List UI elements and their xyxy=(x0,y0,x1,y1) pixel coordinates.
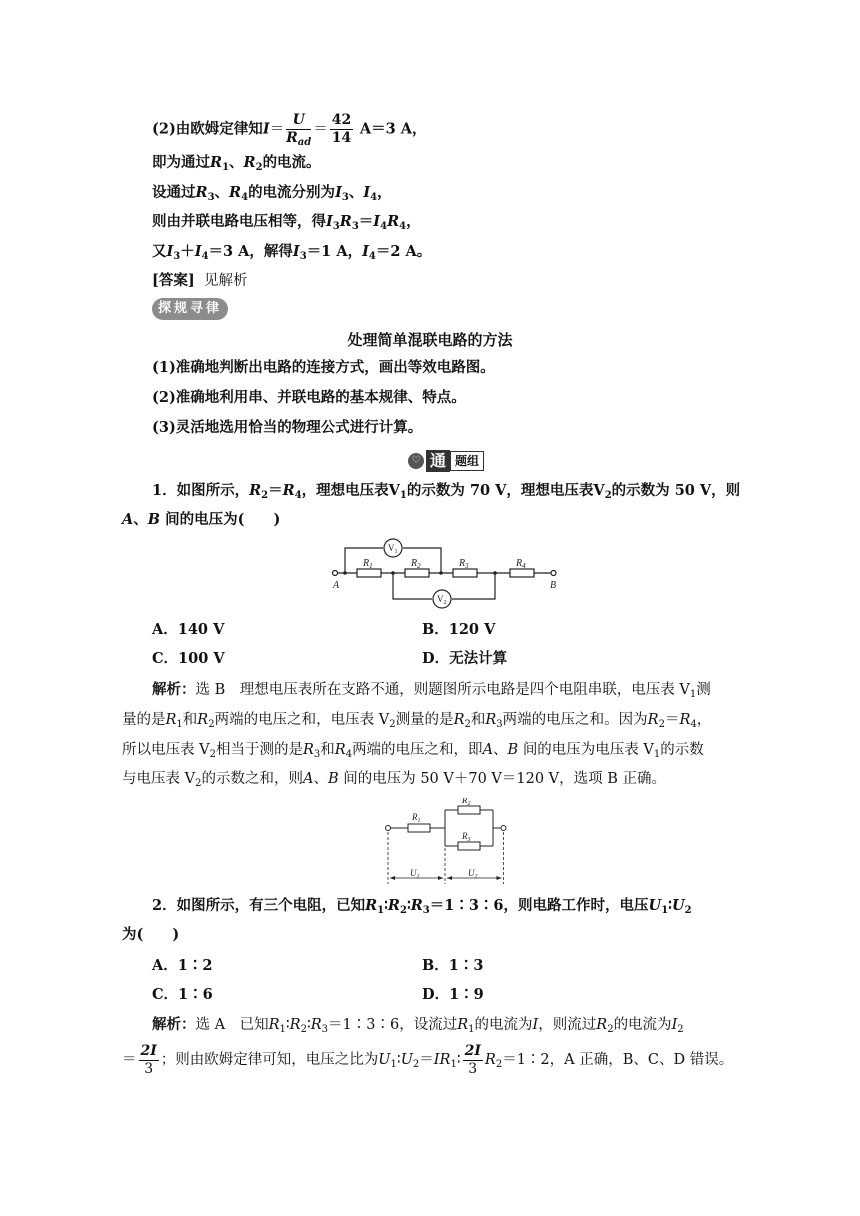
heart-icon: ♡ xyxy=(408,453,424,469)
text: 、 xyxy=(348,184,364,201)
q2-expl-line-2: ＝ $\frac{2I}{3}$ ；则由欧姆定律可知，电压之比为$U_1∶U_2=IR_1∶$ $\frac{2I}{3}$ $R_2=1∶2$，A 正确，B、C、D 错误。 xyxy=(122,1042,734,1077)
fraction-2i-over-3-b xyxy=(463,1043,483,1078)
frac2-den: 14 xyxy=(331,130,352,146)
label-v2: $V_2$ xyxy=(437,594,447,606)
text: 2．如图所示，有三个电阻，已知 xyxy=(152,897,366,914)
text: ＝2 A。 xyxy=(375,243,432,260)
q1-option-d: D．无法计算 xyxy=(422,650,508,667)
fraction-u-over-rad xyxy=(286,112,311,147)
text: ＝1∶3∶6，则电路工作时，电压 xyxy=(429,897,649,914)
resistor-r2 xyxy=(458,806,480,814)
text: 测 xyxy=(696,682,711,698)
text: ，理想电压表 xyxy=(301,482,389,499)
text: 的电流为 xyxy=(474,1017,533,1033)
label-r2: $R_2$ xyxy=(411,558,421,570)
text: 的电流为 xyxy=(613,1017,672,1033)
resistor-r3 xyxy=(453,569,477,577)
q1-expl-line-1: 解析：选 B 理想电压表所在支路不通，则题图所示电路是四个电阻串联，电压表 $V_1$测 xyxy=(152,681,711,700)
text: 相当于测的是 xyxy=(215,742,303,758)
group-label-big: 通 xyxy=(426,450,450,472)
label-r4: $R_4$ xyxy=(516,558,526,570)
frac-den: 3 xyxy=(468,1060,478,1077)
text: ；则由欧姆定律可知，电压之比为 xyxy=(160,1052,379,1068)
frac-den: 3 xyxy=(144,1060,154,1077)
text: 选 B 理想电压表所在支路不通，则题图所示电路是四个电阻串联，电压表 V xyxy=(195,682,690,698)
text: 的电流分别为 xyxy=(248,184,336,201)
text: 和 xyxy=(320,742,335,758)
expl-tag: 解析： xyxy=(152,1016,196,1033)
label-v1: $V_1$ xyxy=(388,543,398,555)
text: 的示数 xyxy=(660,742,704,758)
text: 1．如图所示， xyxy=(152,482,250,499)
text: 两端的电压之和，电压表 V xyxy=(214,712,390,728)
q1-expl-line-2: 量的是$R_1$和$R_2$两端的电压之和，电压表 $V_2$测量的是$R_2$和$R_3$两端的电压之和。因为$R_2=R_4$， xyxy=(122,712,712,730)
frac2-num: 42 xyxy=(331,112,352,128)
text: ＝1 A， xyxy=(306,243,363,260)
text: ， xyxy=(377,184,392,201)
text: 和 xyxy=(182,712,198,728)
text: 间的电压为( ) xyxy=(165,511,281,528)
text: 则由并联电路电压相等，得 xyxy=(152,213,326,230)
text: 和 xyxy=(470,712,486,728)
text: 两端的电压之和，即 xyxy=(352,742,483,758)
resistor-r1 xyxy=(408,824,430,832)
circuit-diagram-1 xyxy=(325,536,570,612)
text: 、 xyxy=(214,184,230,201)
q1-expl-line-4: 与电压表 $V_2$的示数之和，则A、B 间的电压为 50 V＋70 V＝120 V，选项 B 正确。 xyxy=(122,771,667,789)
text: 、 xyxy=(493,742,508,758)
text: 所以电压表 V xyxy=(122,742,210,758)
q1-expl-line-3: 所以电压表 $V_2$相当于测的是$R_3$和$R_4$两端的电压之和，即A、B 间的电压为电压表 $V_1$的示数 xyxy=(122,742,704,760)
text: 选 A 已知 xyxy=(195,1017,269,1033)
text: ＝1∶2，A 正确，B、C、D 错误。 xyxy=(502,1052,734,1068)
text: 、 xyxy=(313,771,328,787)
q2-line-2: 为( ) xyxy=(122,926,180,943)
method-item-3: (3)灵活地选用恰当的物理公式进行计算。 xyxy=(152,419,423,436)
label-r2: $R_2$ xyxy=(462,798,471,807)
q1-option-b: B．120 V xyxy=(422,621,496,638)
frac-num: 2I xyxy=(464,1042,481,1059)
problem-group-label xyxy=(408,450,484,472)
label-r3: $R_3$ xyxy=(459,558,469,570)
text: 、 xyxy=(229,154,244,171)
frac-den-sub: ad xyxy=(297,137,312,148)
part2-line-2: 即为通过$R_1$、$R_2$的电流。 xyxy=(152,154,321,173)
text: 设通过 xyxy=(152,184,196,201)
q1-option-a: A．140 V xyxy=(152,621,225,638)
text: 间的电压为 50 V＋70 V＝120 V，选项 B 正确。 xyxy=(343,771,667,787)
equals-2: ＝ xyxy=(313,121,328,138)
part2-prefix: (2)由欧姆定律知 xyxy=(152,120,263,138)
expl-tag: 解析： xyxy=(152,681,196,698)
text: 与电压表 V xyxy=(122,771,196,787)
text: ， xyxy=(406,213,421,230)
answer-text: 见解析 xyxy=(203,273,248,289)
resistor-r4 xyxy=(510,569,534,577)
resistor-r3 xyxy=(458,842,480,850)
answer-line xyxy=(152,271,247,291)
label-b: B xyxy=(550,580,557,591)
part2-line-5: 又$I_3+I_4=3$ A，解得$I_3=1$ A，$I_4=2$ A。 xyxy=(152,243,432,262)
q2-option-d: D．1∶9 xyxy=(422,986,484,1003)
q1-line-2: A、B 间的电压为( ) xyxy=(122,511,281,528)
group-label-small: 题组 xyxy=(450,451,484,471)
text: 的示数为 70 V，理想电压表 xyxy=(406,482,594,499)
label-r3: $R_3$ xyxy=(462,831,471,843)
text: 两端的电压之和。因为 xyxy=(502,712,648,728)
text: 测量的是 xyxy=(395,712,454,728)
resistor-r1 xyxy=(357,569,381,577)
q2-line-1: 2．如图所示，有三个电阻，已知$R_1∶R_2∶R_3=1∶3∶6$，则电路工作时，电压$U_1∶U_2$ xyxy=(152,897,692,916)
text: 即为通过 xyxy=(152,154,210,171)
label-r1: $R_1$ xyxy=(412,812,421,824)
q2-option-b: B．1∶3 xyxy=(422,957,484,974)
q1-option-c: C．100 V xyxy=(152,650,225,667)
fraction-42-14 xyxy=(330,112,353,147)
equals: ＝ xyxy=(269,121,285,138)
label-a: A xyxy=(333,580,340,591)
fraction-2i-over-3 xyxy=(139,1043,159,1078)
frac-den xyxy=(286,130,311,147)
method-item-2: (2)准确地利用串、并联电路的基本规律、特点。 xyxy=(152,389,466,406)
label-r1: $R_1$ xyxy=(363,558,373,570)
current-symbol: I xyxy=(262,120,270,138)
circuit-diagram-2 xyxy=(380,798,515,890)
text: ＝3 A，解得 xyxy=(208,243,293,260)
text: ＝1∶3∶6，设流过 xyxy=(328,1017,458,1033)
method-item-1: (1)准确地判断出电路的连接方式，画出等效电路图。 xyxy=(152,359,495,376)
part2-line-3: 设通过$R_3$、$R_4$的电流分别为$I_3$、$I_4$， xyxy=(152,184,392,203)
q2-option-a: A．1∶2 xyxy=(152,957,213,974)
text: 又 xyxy=(152,243,167,260)
q2-option-c: C．1∶6 xyxy=(152,986,213,1003)
label-u2: $U_2$ xyxy=(468,868,478,880)
part2-line-4: 则由并联电路电压相等，得$I_3R_3=I_4R_4$， xyxy=(152,213,421,232)
text: ，则流过 xyxy=(538,1017,597,1033)
text: 的示数之和，则 xyxy=(201,771,303,787)
part2-line-1 xyxy=(152,112,426,147)
text: 、 xyxy=(133,511,148,528)
text: 间的电压为电压表 V xyxy=(522,742,654,758)
answer-tag: [答案] xyxy=(152,272,195,289)
resistor-r2 xyxy=(405,569,429,577)
frac-num: U xyxy=(286,112,311,130)
explore-rules-badge: 探规寻律 xyxy=(152,298,228,320)
text: 的电流。 xyxy=(262,154,321,171)
text: 量的是 xyxy=(122,712,166,728)
q2-expl-line-1: 解析：选 A 已知$R_1∶R_2∶R_3=1∶3∶6$，设流过$R_1$的电流为I，则流过$R_2$的电流为$I_2$ xyxy=(152,1016,684,1035)
frac-den-r: R xyxy=(286,130,298,146)
q1-line-1: 1．如图所示，$R_2=R_4$，理想电压表$V_1$的示数为 70 V，理想电压表$V_2$的示数为 50 V，则 xyxy=(152,482,741,501)
text: 的示数为 50 V，则 xyxy=(611,482,741,499)
frac-num: 2I xyxy=(140,1042,157,1059)
label-u1: $U_1$ xyxy=(410,868,420,880)
method-title: 处理简单混联电路的方法 xyxy=(347,331,513,349)
part2-suffix: A＝3 A， xyxy=(359,120,427,138)
